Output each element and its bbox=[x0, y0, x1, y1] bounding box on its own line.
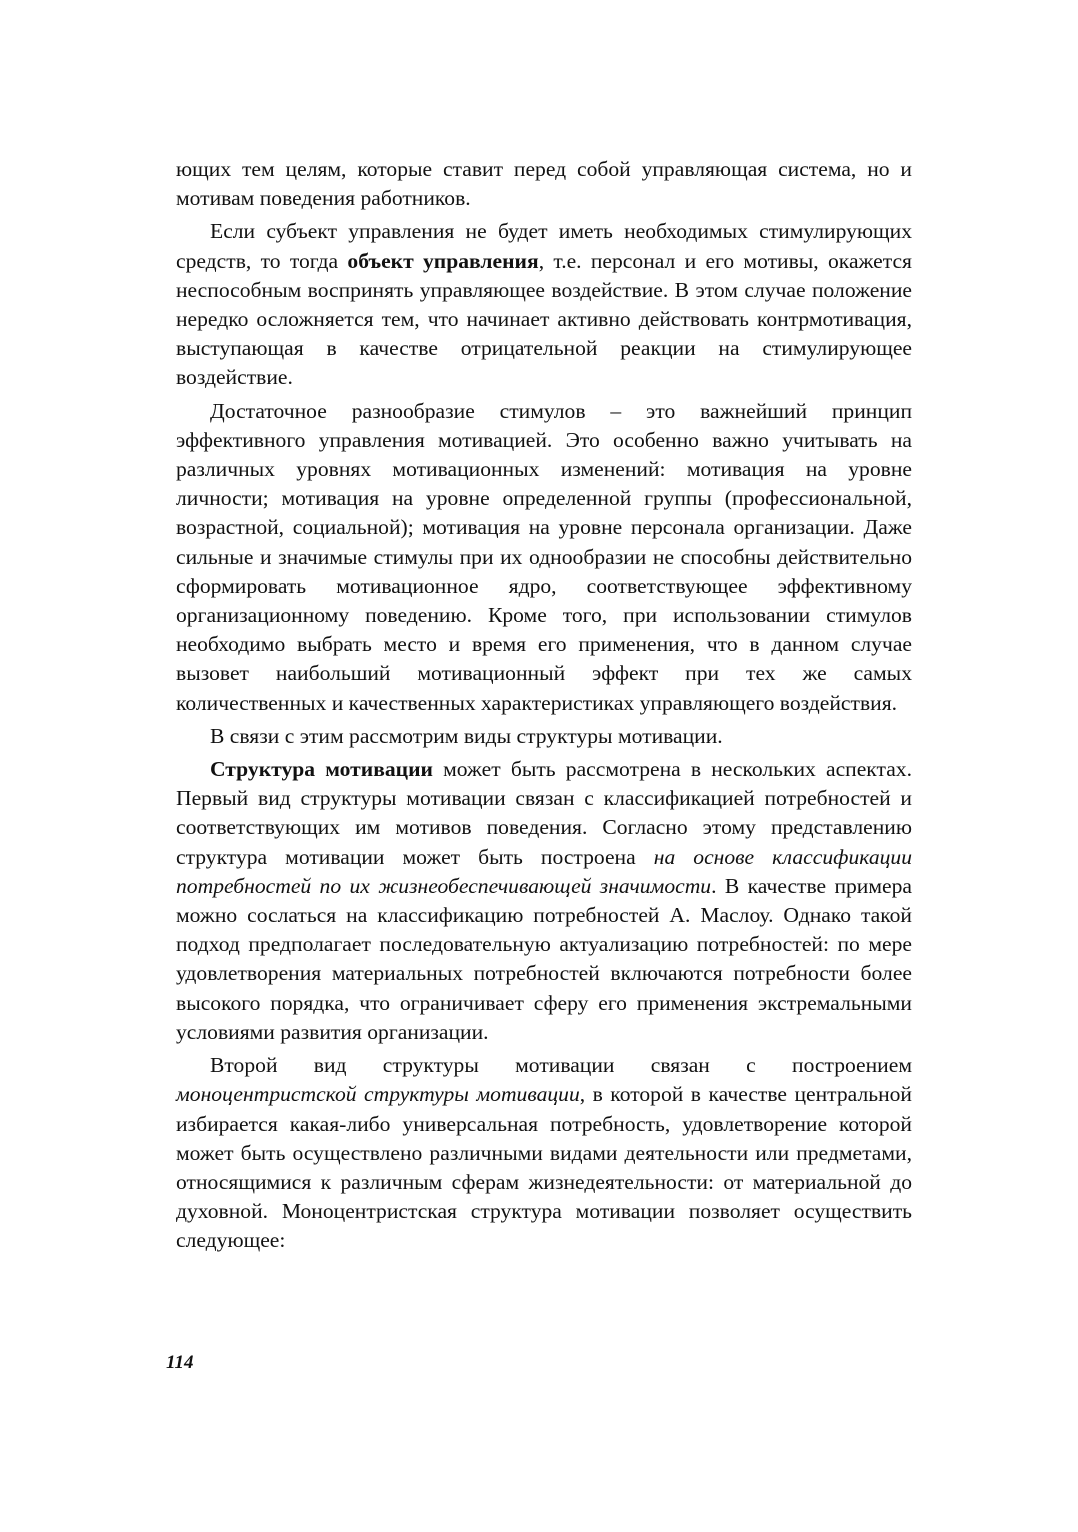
paragraph-6-text-b: , в которой в качестве центральной избирается какая-либо универсальная потребность, удовлетворение которой может быть осуществлено различными видами деятельности или предметами, относящимися к различным сферам жизнедеятельности: от материальной до духовной. Моноцентристская структура мотивации позволяет осуществить следующее: bbox=[176, 1082, 912, 1253]
paragraph-3 bbox=[176, 397, 912, 718]
emphasis-classification: на основе классификации потребностей по их жизнеобеспечивающей значимости bbox=[176, 844, 913, 898]
paragraph-6-text-a: Второй вид структуры мотивации связан с построением bbox=[210, 1053, 912, 1078]
paragraph-2-text-a: Если субъект управления не будет иметь необходимых стимулирующих средств, то тогда bbox=[176, 219, 912, 273]
paragraph-4-text: В связи с этим рассмотрим виды структуры мотивации. bbox=[210, 723, 723, 748]
term-management-object: объект управления bbox=[347, 248, 539, 273]
paragraph-5-text-a: может быть рассмотрена в нескольких аспектах. Первый вид структуры мотивации связан с классификацией потребностей и соответствующих им мотивов поведения. Согласно этому представлению структура мотивации может быть построена bbox=[176, 757, 912, 869]
paragraph-5 bbox=[176, 755, 912, 1047]
emphasis-monocentric-structure: моноцентристской структуры мотивации bbox=[176, 1082, 580, 1107]
paragraph-1 bbox=[176, 155, 912, 213]
term-motivation-structure: Структура мотивации bbox=[210, 757, 433, 782]
paragraph-4 bbox=[176, 722, 912, 751]
paragraph-6 bbox=[176, 1051, 912, 1255]
paragraph-2-text-b: , т.е. персонал и его мотивы, окажется неспособным воспринять управляющее воздействие. В этом случае положение нередко осложняется тем, что начинает активно действовать контрмотивация, выступающая в качестве отрицательной реакции на стимулирующее воздействие. bbox=[176, 248, 912, 390]
paragraph-2 bbox=[176, 217, 912, 392]
paragraph-5-text-b: . В качестве примера можно сослаться на классификацию потребностей А. Маслоу. Однако такой подход предполагает последовательную актуализацию потребностей: по мере удовлетворения материальных потребностей включаются потребности более высокого порядка, что ограничивает сферу его применения экстремальными условиями развития организации. bbox=[176, 873, 912, 1044]
body-text bbox=[176, 155, 912, 1260]
page-number: 114 bbox=[166, 1352, 194, 1373]
paragraph-1-text: ющих тем целям, которые ставит перед собой управляющая система, но и мотивам поведения работников. bbox=[176, 157, 912, 211]
paragraph-3-text: Достаточное разнообразие стимулов – это важнейший принцип эффективного управления мотивацией. Это особенно важно учитывать на различных уровнях мотивационных изменений: мотивация на уровне личности; мотивация на уровне определенной группы (профессиональной, возрастной, социальной); мотивация на уровне персонала организации. Даже сильные и значимые стимулы при их однообразии не способны действительно сформировать мотивационное ядро, соответствующее эффективному организационному поведению. Кроме того, при использовании стимулов необходимо выбрать место и время его применения, что в данном случае вызовет наибольший мотивационный эффект при тех же самых количественных и качественных характеристиках управляющего воздействия. bbox=[176, 398, 912, 715]
